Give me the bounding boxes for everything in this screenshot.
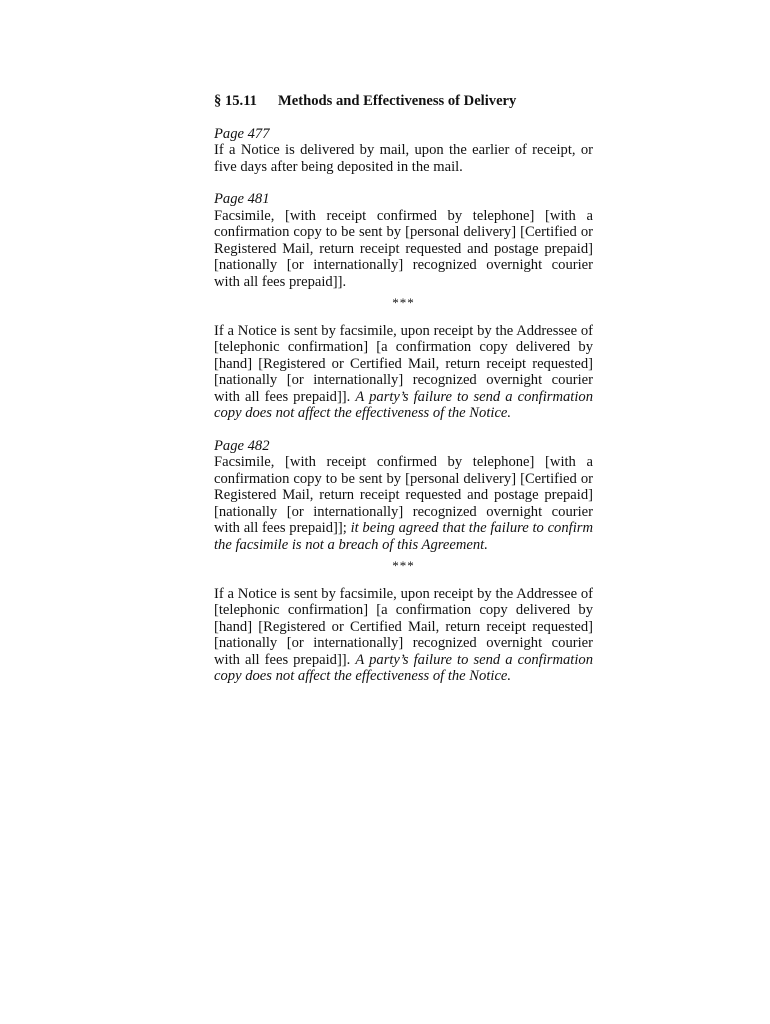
section-number: § 15.11 xyxy=(214,93,257,109)
facsimile-text-482: Facsimile, [with receipt confirmed by telephone] [with a confirmation copy to be sent by [personal delivery] [Certified or Registered Mail, return receipt requested and postage prepaid] [nationally [or internationally] recognized overnight courier with all fees prepaid]]; xyxy=(214,454,593,536)
section-separator: *** xyxy=(392,558,415,573)
page-reference-477: Page 477 xyxy=(214,125,270,142)
page-reference-481: Page 481 xyxy=(214,191,270,207)
notice-text-481: If a Notice is sent by facsimile, upon receipt by the Addressee of [telephonic confirmation] [a confirmation copy delivered by [hand] [Registered or Certified Mail, return receipt requested] [nationally [or internationally] recognized overnight courier with all fees prepaid]]. xyxy=(214,322,593,405)
page-477-block xyxy=(214,126,593,176)
section-title: Methods and Effectiveness of Delivery xyxy=(278,93,517,109)
facsimile-notice-paragraph-482 xyxy=(214,586,593,685)
facsimile-notice-paragraph-481 xyxy=(214,323,593,422)
mail-delivery-paragraph: If a Notice is delivered by mail, upon the earlier of receipt, or five days after being deposited in the mail. xyxy=(214,142,593,175)
notice-text-482: If a Notice is sent by facsimile, upon receipt by the Addressee of [telephonic confirmation] [a confirmation copy delivered by [hand] [Registered or Certified Mail, return receipt requested] [nationally [or internationally] recognized overnight courier with all fees prepaid]]. xyxy=(214,585,593,668)
facsimile-paragraph-482 xyxy=(214,454,593,553)
document-page xyxy=(214,93,593,701)
facsimile-paragraph-481: Facsimile, [with receipt confirmed by telephone] [with a confirmation copy to be sent by [personal delivery] [Certified or Registered Mail, return receipt requested and postage prepaid] [nationally [or internationally] recognized overnight courier with all fees prepaid]]. xyxy=(214,207,593,290)
notice-italic-481: A party’s failure to send a confirmation copy does not affect the effectiveness of the Notice. xyxy=(214,388,593,421)
section-separator: *** xyxy=(392,295,415,310)
section-heading xyxy=(214,93,593,110)
page-reference-482: Page 482 xyxy=(214,437,270,454)
facsimile-italic-482: it being agreed that the failure to confirm the facsimile is not a breach of this Agreement. xyxy=(214,520,593,553)
page-481-block xyxy=(214,191,593,422)
notice-italic-482: A party’s failure to send a confirmation copy does not affect the effectiveness of the Notice. xyxy=(214,651,593,684)
page-482-block xyxy=(214,438,593,685)
